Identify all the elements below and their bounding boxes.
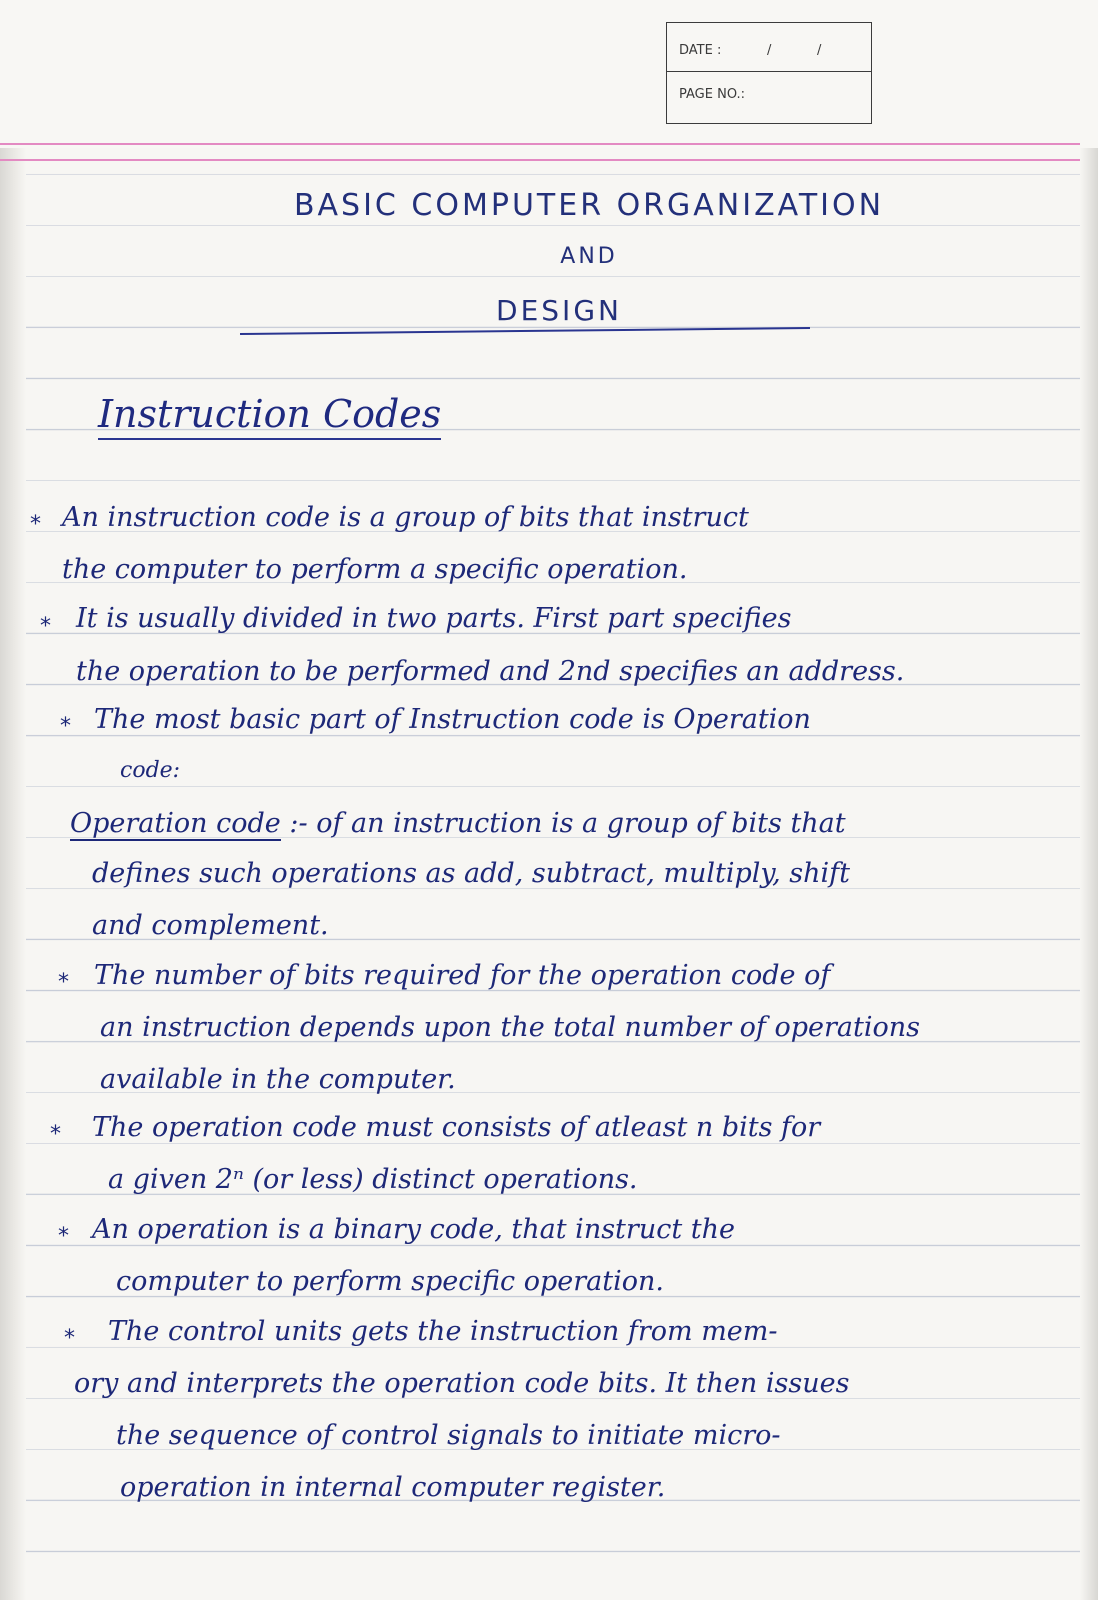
text-line: An operation is a binary code, that instruct the [92,1214,735,1245]
text-line: the sequence of control signals to initiate micro- [116,1420,781,1451]
text-line: defines such operations as add, subtract, multiply, shift [92,858,850,889]
date-row [679,43,859,58]
margin-line [0,143,1080,145]
text-line: operation in internal computer register. [120,1472,666,1503]
text-line: the computer to perform a specific operation. [62,554,688,585]
bullet-star: * [58,970,69,995]
text-line: The control units gets the instruction from mem- [108,1316,778,1347]
bullet-star: * [64,1326,75,1351]
opcode-separator: :- [289,808,308,839]
text-line: available in the computer. [100,1064,456,1095]
opcode-definition: of an instruction is a group of bits that [316,808,846,839]
text-line: a given 2ⁿ (or less) distinct operations. [108,1164,638,1195]
text-line: The operation code must consists of atleast n bits for [92,1112,821,1143]
text-line: an instruction depends upon the total number of operations [100,1012,921,1043]
bullet-star: * [30,512,41,537]
bullet-star: * [60,714,71,739]
page-right-edge [1080,0,1098,1600]
bullet-star: * [40,614,51,639]
text-line: The number of bits required for the operation code of [94,960,831,991]
title-line-2: AND [560,244,618,269]
text-line: An instruction code is a group of bits that instruct [62,502,749,533]
bullet-star: * [50,1122,61,1147]
page-no-label: PAGE NO.: [679,87,746,102]
page-left-edge [0,0,26,1600]
text-line: ory and interprets the operation code bits. It then issues [74,1368,850,1399]
text-line: It is usually divided in two parts. First part specifies [76,603,792,634]
date-box-divider [667,71,871,72]
date-separator: / [767,43,772,58]
text-line: The most basic part of Instruction code is Operation [94,704,811,735]
margin-line [0,159,1080,161]
title-line-3: DESIGN [496,294,622,327]
text-line: the operation to be performed and 2nd specifies an address. [76,656,905,687]
header-band [0,0,1098,148]
date-label: DATE : [679,43,722,58]
text-line: computer to perform specific operation. [116,1266,664,1297]
page-no-row [679,87,859,102]
section-heading: Instruction Codes [98,392,441,440]
opcode-term: Operation code [70,808,281,839]
date-separator: / [817,43,822,58]
date-page-box [666,22,872,124]
text-line: code: [120,758,181,783]
title-line-1: BASIC COMPUTER ORGANIZATION [293,188,885,223]
title-underline [240,327,810,335]
bullet-star: * [58,1224,69,1249]
text-line: and complement. [92,910,329,941]
opcode-line [70,808,846,839]
